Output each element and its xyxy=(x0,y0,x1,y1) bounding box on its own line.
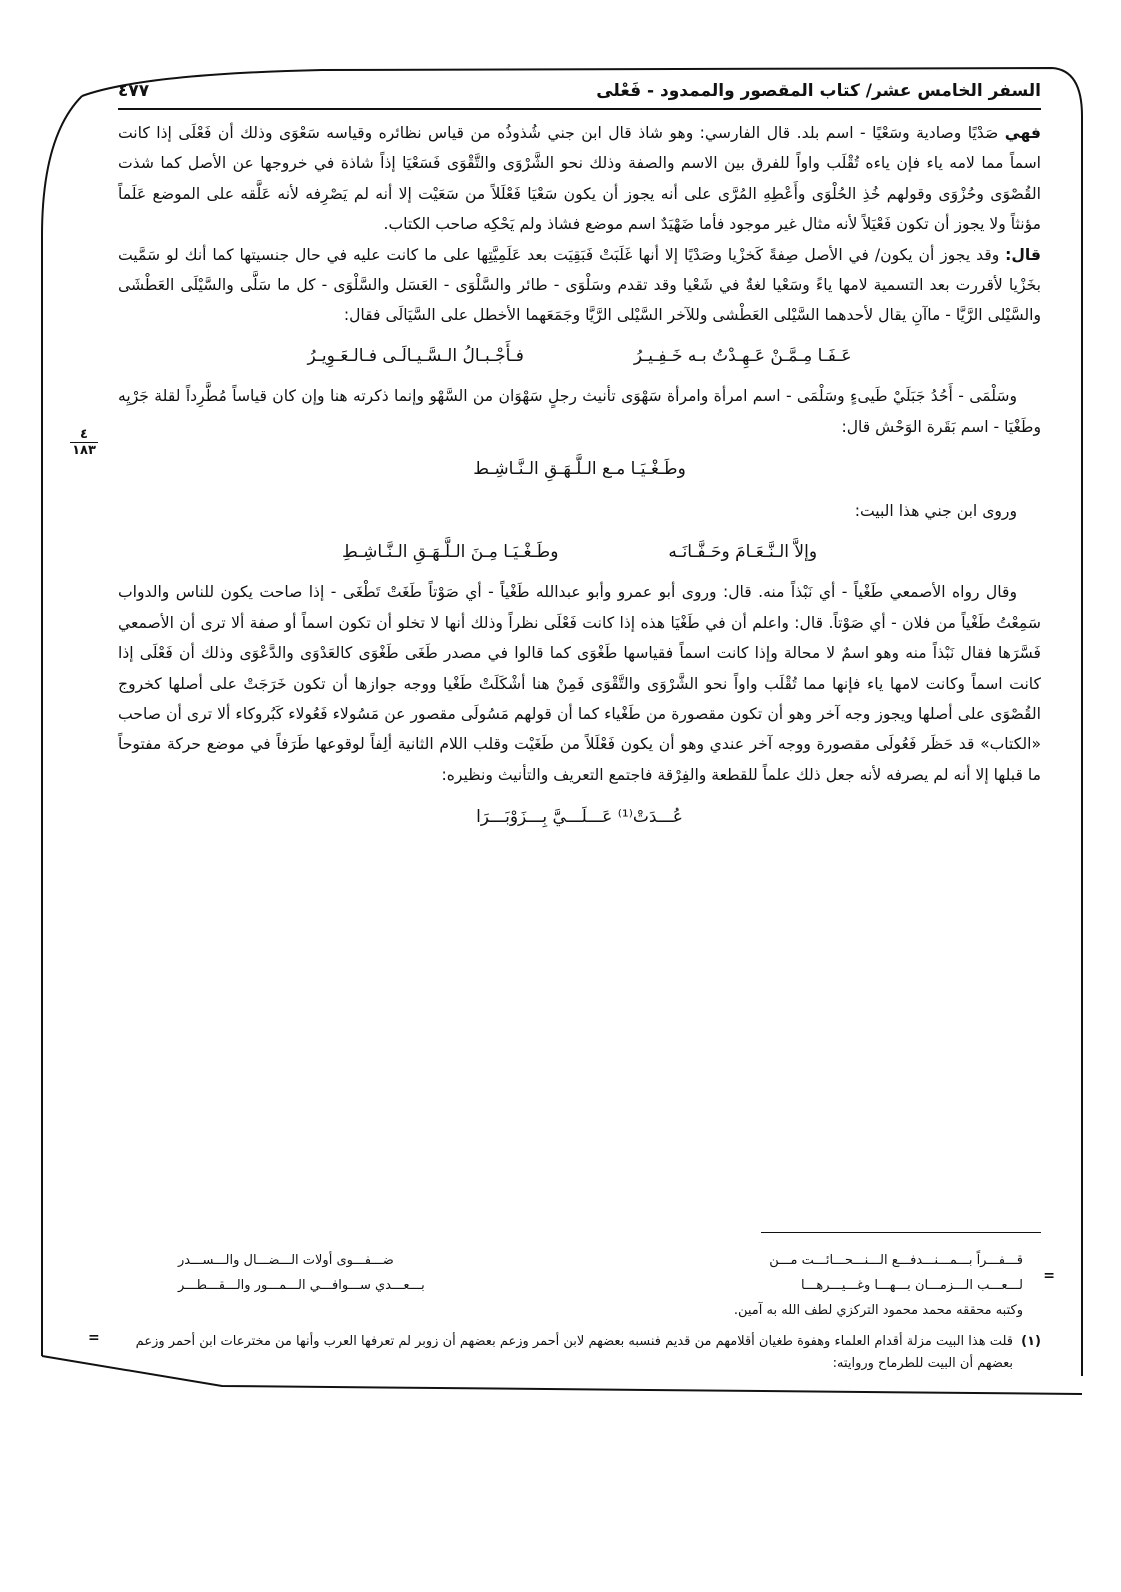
paragraph-1-text: صَدْيًا وصادية وسَعْيًا - اسم بلد. قال الفارسي: وهو شاذ قال ابن جني شُذوذُه من قياس نظائره وقياسه سَعْوَى وذلك أن فَعْلَى إذا كانت اسماً مما لامه ياء فإن ياءه تُقْلَب واواً للفرق بين الاسم والصفة وذلك نحو الشَّرْوَى والتَّقْوَى فَسَعْيَا إذاً شاذة في خروجها عن الأصل كما شذت القُصْوَى وحُزْوَى وقولهم خُذِ الحُلْوَى وأَعْطِهِ المُرَّى على أنه يجوز أن يكون سَعْيَا فَعْلَلاً من سَعَيْت إلا أنه لم يَصْرِفه لأنه عَلَّقه على الموضع عَلَماً مؤنثاً ولا يجوز أن تكون فَعْيَلاً لأنه مثال غير موجود فأما ضَهْيَدٌ اسم موضع فشاذ ولم يَحْكِه صاحب الكتاب. xyxy=(118,124,1041,234)
footnote-1 xyxy=(118,1331,1041,1375)
paragraph-3: وسَلْمَى - أَحُدُ جَبَلَيْ طَيىءٍ وسَلْمَى - اسم امرأة وامرأة سَهْوَى تأنيث رجلٍ سَهْوَان من السَّهْو وإنما ذكرته هنا وإن كان قياساً مُطَّرِداً لقلة جَرْيِه وطَغْيَا - اسم بَقَرة الوَحْش قال: xyxy=(118,387,1041,436)
margin-mark-equals: = xyxy=(1043,1268,1055,1284)
footnote-verse-2-second: بـــعـــدي ســـوافـــي الـــمـــور والـــقـــطـــر xyxy=(178,1278,425,1293)
page-number: ٤٧٧ xyxy=(118,81,150,101)
paragraph-2-lead: قال: xyxy=(1005,245,1041,264)
footnote-verse-2 xyxy=(118,1273,1041,1298)
paragraph-2 xyxy=(118,240,1041,331)
verse-3-first-hemistich: وإلاَّ الـنَّـعَـامَ وحَـفَّـانَـه xyxy=(668,541,818,562)
running-header xyxy=(118,79,1041,103)
verse-1-second-hemistich: فـأَجْـبـالُ الـسَّـيـالَـى فـالـعَـوِيـرُ xyxy=(307,345,524,366)
paragraph-1-lead: فهي xyxy=(1004,124,1041,142)
margin-mark-equals-left: = xyxy=(88,1330,100,1346)
margin-reference xyxy=(70,427,98,458)
paragraph-2-text: وقد يجوز أن يكون/ في الأصل صِفةً كَخزْيا وصَدْيًا إلا أنها غَلَبَتْ فَبَقِيَت بعد عَلَمِيَّتِها على ما كانت عليه في حال جنسيتها كما أنك لو سَمَّيت بخَزْيا لأقررت بعد التسمية لامها ياءً وسَعْيا لغةٌ في شَعْيا وقد تقدم وسَلْوَى - طائر والسَّلْوَى - العَسَل والسَّلْوَى - كل ما سَلَّى والسَّيْلَى العَطْشَى والسَّيْلى الرَّيَّا - ماآنِ يقال لأحدهما السَّيْلى العَطْشى وللآخر السَّيْلى الرَّيَّا وجَمَعَهما الأخطل على السَّيَالَى فقال: xyxy=(118,245,1041,325)
footnote-verse-1-first: قـــفـــراً بـــمـــنـــدفـــع الـــنـــحـــائـــت مـــن xyxy=(769,1253,1023,1268)
verse-3-second-hemistich: وطَـغْـيَـا مِـنَ الـلَّـهَـقِ الـنَّـاشِـطِ xyxy=(341,541,559,562)
verse-4: عُـــدَتْ⁽¹⁾ عَـــلَـــيَّ بِـــزَوْبَـــرَا xyxy=(476,807,683,828)
verse-3 xyxy=(118,537,1041,567)
verse-1-first-hemistich: عَـفَـا مِـمَّـنْ عَـهِـدْتُ بـه خَـفِـيـرُ xyxy=(633,345,852,366)
footnote-1-number: (١) xyxy=(1021,1334,1041,1349)
verse-1 xyxy=(118,341,1041,371)
footnotes xyxy=(118,1248,1041,1375)
footnote-verse-1 xyxy=(118,1248,1041,1273)
main-text xyxy=(118,118,1041,845)
margin-reference-bottom: ١٨٣ xyxy=(72,443,96,458)
paragraph-4: وروى ابن جني هذا البيت: xyxy=(854,502,1017,521)
header-rule xyxy=(118,108,1041,110)
verse-2: وطَـغْـيَـا مـع الـلَّـهَـقِ الـنَّـاشِـط xyxy=(473,459,686,480)
footnote-verse-2-first: لـــعـــب الـــزمـــان بـــهـــا وغـــيـــرهـــا xyxy=(800,1278,1023,1293)
footnote-editor-line: وكتبه محققه محمد محمود التركزي لطف الله به آمين. xyxy=(733,1303,1023,1318)
running-title: السفر الخامس عشر/ كتاب المقصور والممدود - فَعْلى xyxy=(596,81,1041,101)
paragraph-1 xyxy=(118,118,1041,240)
footnote-rule xyxy=(761,1232,1041,1233)
margin-reference-top: ٤ xyxy=(70,427,98,443)
footnote-1-text: قلت هذا البيت مزلة أقدام العلماء وهفوة طغيان أقلامهم من قديم فنسبه بعضهم لابن أحمر وزعم بعضهم أن زوبر لم تعرفها العرب وأنها من مخترعات ابن أحمر وزعم بعضهم أن البيت للطرماح وروايته: xyxy=(135,1334,1013,1371)
paragraph-5: وقال رواه الأصمعي طَغْياً - أي نَبْذاً منه. قال: وروى أبو عمرو وأبو عبدالله طَغْياً - أي صَوْتاً طَغَتْ تَطْغَى - إذا صاحت يكون للناس والدواب سَمِعْتُ طَغْياً من فلان - أي صَوْتاً. قال: واعلم أن في طَغْيَا هذه إذا كانت فَعْلَى نظراً وذلك أنها لا تخلو أن تكون اسماً أو صفة ألا ترى أن الأصمعي فَسَّرَها فقال نَبْذاً منه وهو اسمٌ لا محالة وإذا كانت اسماً فقياسها طَغْوَى كما قالوا في مصدر طَغَى طَغْوَى كالعَدْوَى والدَّعْوَى وذلك أن فَعْلَى إذا كانت اسماً وكانت لامها ياء فإنها مما تُقْلَب واواً نحو الشَّرْوَى والتَّقْوَى فَمِنْ هنا أشْكَلَتْ طَغْيا ووجه جوازها أن تكون خَرَجَتْ على أصلها كخروج القُصْوَى على أصلها ويجوز وجه آخر وهو أن تكون مقصورة من طَغْياء كما أن قولهم مَسُولَى مقصور عن مَسُولاء فَعُولاء كَبُروكاء ألا ترى أن صاحب «الكتاب» قد حَظَر فَعُولَى مقصورة ووجه آخر عندي وهو أن يكون فَعْلَلاً من طَغَيْت وقلب اللام الثانية ألِفاً لوقوعها طَرَفاً في موضع حركة مفتوحاً ما قبلها إلا أنه لم يصرفه لأنه جعل ذلك علماً للقطعة والفِرْقة فاجتمع التعريف والتأنيث ونظيره: xyxy=(118,583,1041,784)
footnote-verse-1-second: ضـــفـــوى أولات الـــضـــال والـــســـدر xyxy=(178,1253,394,1268)
